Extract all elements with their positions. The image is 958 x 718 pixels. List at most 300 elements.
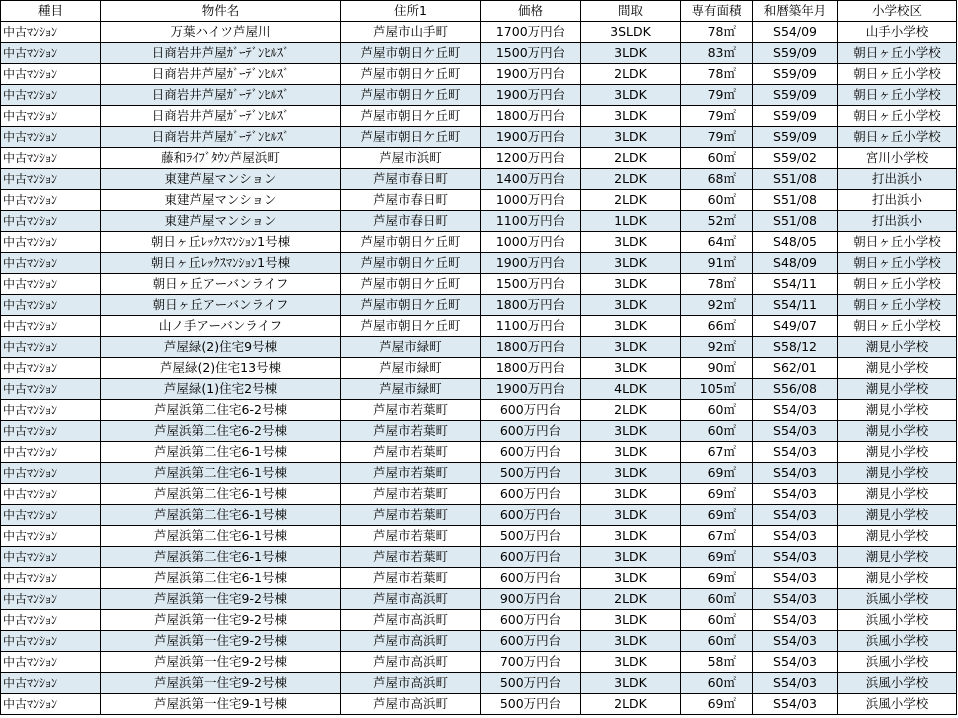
cell-address[interactable]: 芦屋市春日町 [341, 169, 481, 190]
cell-school[interactable]: 浜風小学校 [838, 694, 957, 715]
cell-area[interactable]: 60㎡ [681, 400, 753, 421]
cell-type[interactable]: 中古ﾏﾝｼｮﾝ [1, 484, 101, 505]
cell-price[interactable]: 1900万円台 [481, 253, 581, 274]
cell-built[interactable]: S59/09 [753, 64, 838, 85]
cell-address[interactable]: 芦屋市朝日ケ丘町 [341, 85, 481, 106]
table-row [1, 421, 957, 442]
table-row [1, 22, 957, 43]
cell-property-name[interactable]: 東建芦屋マンション [101, 211, 341, 232]
cell-address[interactable]: 芦屋市高浜町 [341, 589, 481, 610]
cell-built[interactable]: S54/09 [753, 22, 838, 43]
cell-property-name[interactable]: 芦屋浜第一住宅9-2号棟 [101, 589, 341, 610]
cell-school[interactable]: 潮見小学校 [838, 400, 957, 421]
cell-layout[interactable]: 3LDK [581, 673, 681, 694]
cell-address[interactable]: 芦屋市朝日ケ丘町 [341, 274, 481, 295]
table-row [1, 463, 957, 484]
cell-school[interactable]: 朝日ヶ丘小学校 [838, 43, 957, 64]
cell-address[interactable]: 芦屋市若葉町 [341, 547, 481, 568]
cell-layout[interactable]: 1LDK [581, 211, 681, 232]
cell-type[interactable]: 中古ﾏﾝｼｮﾝ [1, 463, 101, 484]
cell-address[interactable]: 芦屋市若葉町 [341, 484, 481, 505]
cell-price[interactable]: 500万円台 [481, 673, 581, 694]
cell-area[interactable]: 67㎡ [681, 442, 753, 463]
cell-price[interactable]: 1900万円台 [481, 64, 581, 85]
cell-layout[interactable]: 3LDK [581, 442, 681, 463]
table-row [1, 379, 957, 400]
cell-school[interactable]: 朝日ヶ丘小学校 [838, 85, 957, 106]
cell-built[interactable]: S54/03 [753, 694, 838, 715]
cell-layout[interactable]: 3LDK [581, 127, 681, 148]
cell-school[interactable]: 朝日ヶ丘小学校 [838, 106, 957, 127]
cell-area[interactable]: 78㎡ [681, 274, 753, 295]
cell-address[interactable]: 芦屋市朝日ケ丘町 [341, 43, 481, 64]
cell-built[interactable]: S54/03 [753, 400, 838, 421]
cell-layout[interactable]: 3LDK [581, 232, 681, 253]
header-built[interactable]: 和暦築年月 [753, 1, 838, 22]
cell-address[interactable]: 芦屋市高浜町 [341, 694, 481, 715]
cell-type[interactable]: 中古ﾏﾝｼｮﾝ [1, 295, 101, 316]
cell-built[interactable]: S59/09 [753, 127, 838, 148]
cell-built[interactable]: S54/03 [753, 610, 838, 631]
cell-price[interactable]: 700万円台 [481, 652, 581, 673]
cell-address[interactable]: 芦屋市若葉町 [341, 463, 481, 484]
cell-school[interactable]: 朝日ヶ丘小学校 [838, 316, 957, 337]
cell-area[interactable]: 52㎡ [681, 211, 753, 232]
cell-type[interactable]: 中古ﾏﾝｼｮﾝ [1, 526, 101, 547]
cell-school[interactable]: 潮見小学校 [838, 337, 957, 358]
cell-school[interactable]: 浜風小学校 [838, 610, 957, 631]
cell-area[interactable]: 68㎡ [681, 169, 753, 190]
cell-area[interactable]: 69㎡ [681, 505, 753, 526]
cell-layout[interactable]: 3LDK [581, 610, 681, 631]
cell-school[interactable]: 潮見小学校 [838, 421, 957, 442]
cell-built[interactable]: S54/03 [753, 484, 838, 505]
cell-property-name[interactable]: 芦屋浜第二住宅6-1号棟 [101, 463, 341, 484]
cell-address[interactable]: 芦屋市朝日ケ丘町 [341, 127, 481, 148]
cell-school[interactable]: 潮見小学校 [838, 379, 957, 400]
cell-type[interactable]: 中古ﾏﾝｼｮﾝ [1, 505, 101, 526]
cell-price[interactable]: 600万円台 [481, 547, 581, 568]
cell-type[interactable]: 中古ﾏﾝｼｮﾝ [1, 379, 101, 400]
cell-type[interactable]: 中古ﾏﾝｼｮﾝ [1, 610, 101, 631]
cell-area[interactable]: 60㎡ [681, 610, 753, 631]
cell-area[interactable]: 67㎡ [681, 526, 753, 547]
cell-property-name[interactable]: 朝日ヶ丘アーバンライフ [101, 274, 341, 295]
table-row [1, 148, 957, 169]
cell-built[interactable]: S48/05 [753, 232, 838, 253]
cell-layout[interactable]: 3LDK [581, 652, 681, 673]
cell-layout[interactable]: 3LDK [581, 631, 681, 652]
cell-built[interactable]: S59/02 [753, 148, 838, 169]
cell-layout[interactable]: 3LDK [581, 421, 681, 442]
cell-built[interactable]: S54/03 [753, 631, 838, 652]
cell-price[interactable]: 1900万円台 [481, 127, 581, 148]
cell-school[interactable]: 打出浜小 [838, 169, 957, 190]
cell-built[interactable]: S54/03 [753, 589, 838, 610]
cell-school[interactable]: 浜風小学校 [838, 589, 957, 610]
table-row [1, 526, 957, 547]
cell-school[interactable]: 朝日ヶ丘小学校 [838, 127, 957, 148]
cell-property-name[interactable]: 芦屋浜第二住宅6-1号棟 [101, 568, 341, 589]
cell-type[interactable]: 中古ﾏﾝｼｮﾝ [1, 631, 101, 652]
cell-type[interactable]: 中古ﾏﾝｼｮﾝ [1, 316, 101, 337]
cell-school[interactable]: 朝日ヶ丘小学校 [838, 64, 957, 85]
cell-price[interactable]: 1200万円台 [481, 148, 581, 169]
cell-built[interactable]: S54/03 [753, 673, 838, 694]
cell-type[interactable]: 中古ﾏﾝｼｮﾝ [1, 232, 101, 253]
cell-school[interactable]: 浜風小学校 [838, 631, 957, 652]
cell-type[interactable]: 中古ﾏﾝｼｮﾝ [1, 358, 101, 379]
cell-area[interactable]: 69㎡ [681, 547, 753, 568]
table-row [1, 190, 957, 211]
header-school[interactable]: 小学校区 [838, 1, 957, 22]
table-row [1, 547, 957, 568]
cell-layout[interactable]: 3LDK [581, 568, 681, 589]
cell-property-name[interactable]: 芦屋浜第一住宅9-2号棟 [101, 652, 341, 673]
cell-built[interactable]: S51/08 [753, 190, 838, 211]
table-row [1, 442, 957, 463]
cell-area[interactable]: 78㎡ [681, 64, 753, 85]
table-row [1, 274, 957, 295]
cell-layout[interactable]: 3LDK [581, 316, 681, 337]
table-row [1, 64, 957, 85]
cell-price[interactable]: 1400万円台 [481, 169, 581, 190]
cell-built[interactable]: S54/03 [753, 652, 838, 673]
cell-area[interactable]: 69㎡ [681, 484, 753, 505]
cell-property-name[interactable]: 芦屋浜第一住宅9-2号棟 [101, 631, 341, 652]
cell-layout[interactable]: 3LDK [581, 547, 681, 568]
cell-property-name[interactable]: 日商岩井芦屋ｶﾞｰﾃﾞﾝﾋﾙｽﾞ [101, 127, 341, 148]
cell-address[interactable]: 芦屋市高浜町 [341, 610, 481, 631]
cell-price[interactable]: 1900万円台 [481, 85, 581, 106]
cell-property-name[interactable]: 芦屋浜第二住宅6-1号棟 [101, 526, 341, 547]
cell-price[interactable]: 1800万円台 [481, 106, 581, 127]
cell-school[interactable]: 潮見小学校 [838, 505, 957, 526]
cell-property-name[interactable]: 芦屋浜第一住宅9-1号棟 [101, 694, 341, 715]
cell-layout[interactable]: 3LDK [581, 85, 681, 106]
cell-price[interactable]: 500万円台 [481, 526, 581, 547]
cell-layout[interactable]: 3SLDK [581, 22, 681, 43]
cell-type[interactable]: 中古ﾏﾝｼｮﾝ [1, 169, 101, 190]
cell-layout[interactable]: 2LDK [581, 400, 681, 421]
table-row [1, 610, 957, 631]
cell-layout[interactable]: 2LDK [581, 148, 681, 169]
cell-type[interactable]: 中古ﾏﾝｼｮﾝ [1, 274, 101, 295]
cell-area[interactable]: 66㎡ [681, 316, 753, 337]
cell-built[interactable]: S54/03 [753, 421, 838, 442]
table-row [1, 253, 957, 274]
cell-type[interactable]: 中古ﾏﾝｼｮﾝ [1, 337, 101, 358]
cell-school[interactable]: 打出浜小 [838, 190, 957, 211]
table-row [1, 43, 957, 64]
cell-school[interactable]: 宮川小学校 [838, 148, 957, 169]
cell-area[interactable]: 79㎡ [681, 85, 753, 106]
cell-type[interactable]: 中古ﾏﾝｼｮﾝ [1, 106, 101, 127]
cell-layout[interactable]: 3LDK [581, 463, 681, 484]
cell-property-name[interactable]: 芦屋浜第二住宅6-2号棟 [101, 400, 341, 421]
cell-layout[interactable]: 3LDK [581, 106, 681, 127]
table-row [1, 652, 957, 673]
table-row [1, 316, 957, 337]
header-area[interactable]: 専有面積 [681, 1, 753, 22]
table-row [1, 505, 957, 526]
cell-address[interactable]: 芦屋市浜町 [341, 148, 481, 169]
cell-address[interactable]: 芦屋市若葉町 [341, 568, 481, 589]
cell-price[interactable]: 1800万円台 [481, 295, 581, 316]
header-row [1, 1, 957, 22]
cell-address[interactable]: 芦屋市若葉町 [341, 400, 481, 421]
table-row [1, 568, 957, 589]
cell-price[interactable]: 1800万円台 [481, 358, 581, 379]
cell-school[interactable]: 朝日ヶ丘小学校 [838, 232, 957, 253]
cell-property-name[interactable]: 日商岩井芦屋ｶﾞｰﾃﾞﾝﾋﾙｽﾞ [101, 106, 341, 127]
cell-type[interactable]: 中古ﾏﾝｼｮﾝ [1, 694, 101, 715]
cell-property-name[interactable]: 芦屋緑(2)住宅13号棟 [101, 358, 341, 379]
cell-area[interactable]: 69㎡ [681, 463, 753, 484]
cell-built[interactable]: S56/08 [753, 379, 838, 400]
cell-school[interactable]: 朝日ヶ丘小学校 [838, 295, 957, 316]
cell-price[interactable]: 500万円台 [481, 463, 581, 484]
cell-type[interactable]: 中古ﾏﾝｼｮﾝ [1, 43, 101, 64]
cell-school[interactable]: 山手小学校 [838, 22, 957, 43]
cell-area[interactable]: 69㎡ [681, 568, 753, 589]
cell-built[interactable]: S54/03 [753, 505, 838, 526]
cell-area[interactable]: 91㎡ [681, 253, 753, 274]
table-row [1, 589, 957, 610]
cell-area[interactable]: 105㎡ [681, 379, 753, 400]
cell-type[interactable]: 中古ﾏﾝｼｮﾝ [1, 652, 101, 673]
cell-built[interactable]: S62/01 [753, 358, 838, 379]
cell-built[interactable]: S59/09 [753, 43, 838, 64]
cell-layout[interactable]: 2LDK [581, 169, 681, 190]
cell-layout[interactable]: 2LDK [581, 589, 681, 610]
cell-layout[interactable]: 2LDK [581, 694, 681, 715]
cell-layout[interactable]: 2LDK [581, 64, 681, 85]
cell-property-name[interactable]: 日商岩井芦屋ｶﾞｰﾃﾞﾝﾋﾙｽﾞ [101, 43, 341, 64]
table-row [1, 400, 957, 421]
cell-property-name[interactable]: 芦屋緑(1)住宅2号棟 [101, 379, 341, 400]
cell-built[interactable]: S49/07 [753, 316, 838, 337]
cell-area[interactable]: 60㎡ [681, 631, 753, 652]
cell-layout[interactable]: 3LDK [581, 295, 681, 316]
cell-address[interactable]: 芦屋市緑町 [341, 379, 481, 400]
cell-property-name[interactable]: 芦屋浜第二住宅6-1号棟 [101, 484, 341, 505]
cell-area[interactable]: 90㎡ [681, 358, 753, 379]
cell-layout[interactable]: 4LDK [581, 379, 681, 400]
cell-property-name[interactable]: 山ノ手アーバンライフ [101, 316, 341, 337]
cell-address[interactable]: 芦屋市高浜町 [341, 673, 481, 694]
cell-price[interactable]: 600万円台 [481, 610, 581, 631]
cell-address[interactable]: 芦屋市朝日ケ丘町 [341, 64, 481, 85]
header-address[interactable]: 住所1 [341, 1, 481, 22]
cell-layout[interactable]: 2LDK [581, 190, 681, 211]
cell-area[interactable]: 60㎡ [681, 148, 753, 169]
cell-school[interactable]: 潮見小学校 [838, 442, 957, 463]
cell-price[interactable]: 600万円台 [481, 442, 581, 463]
cell-type[interactable]: 中古ﾏﾝｼｮﾝ [1, 589, 101, 610]
cell-property-name[interactable]: 万葉ハイツ芦屋川 [101, 22, 341, 43]
cell-property-name[interactable]: 東建芦屋マンション [101, 190, 341, 211]
cell-area[interactable]: 79㎡ [681, 106, 753, 127]
cell-type[interactable]: 中古ﾏﾝｼｮﾝ [1, 673, 101, 694]
cell-address[interactable]: 芦屋市朝日ケ丘町 [341, 316, 481, 337]
cell-price[interactable]: 600万円台 [481, 631, 581, 652]
cell-built[interactable]: S48/09 [753, 253, 838, 274]
cell-school[interactable]: 潮見小学校 [838, 463, 957, 484]
cell-address[interactable]: 芦屋市緑町 [341, 358, 481, 379]
cell-property-name[interactable]: 日商岩井芦屋ｶﾞｰﾃﾞﾝﾋﾙｽﾞ [101, 85, 341, 106]
cell-layout[interactable]: 3LDK [581, 526, 681, 547]
cell-address[interactable]: 芦屋市朝日ケ丘町 [341, 106, 481, 127]
header-layout[interactable]: 間取 [581, 1, 681, 22]
cell-built[interactable]: S54/03 [753, 463, 838, 484]
cell-area[interactable]: 60㎡ [681, 589, 753, 610]
cell-price[interactable]: 600万円台 [481, 484, 581, 505]
cell-address[interactable]: 芦屋市高浜町 [341, 652, 481, 673]
cell-type[interactable]: 中古ﾏﾝｼｮﾝ [1, 421, 101, 442]
cell-type[interactable]: 中古ﾏﾝｼｮﾝ [1, 22, 101, 43]
table-row [1, 295, 957, 316]
cell-type[interactable]: 中古ﾏﾝｼｮﾝ [1, 85, 101, 106]
cell-built[interactable]: S58/12 [753, 337, 838, 358]
cell-layout[interactable]: 3LDK [581, 358, 681, 379]
cell-built[interactable]: S51/08 [753, 211, 838, 232]
header-price[interactable]: 価格 [481, 1, 581, 22]
cell-area[interactable]: 69㎡ [681, 694, 753, 715]
cell-built[interactable]: S59/09 [753, 85, 838, 106]
cell-built[interactable]: S54/11 [753, 274, 838, 295]
cell-type[interactable]: 中古ﾏﾝｼｮﾝ [1, 190, 101, 211]
cell-type[interactable]: 中古ﾏﾝｼｮﾝ [1, 127, 101, 148]
cell-built[interactable]: S54/03 [753, 547, 838, 568]
cell-type[interactable]: 中古ﾏﾝｼｮﾝ [1, 568, 101, 589]
cell-address[interactable]: 芦屋市緑町 [341, 337, 481, 358]
cell-price[interactable]: 1100万円台 [481, 316, 581, 337]
table-row [1, 673, 957, 694]
cell-price[interactable]: 500万円台 [481, 694, 581, 715]
cell-school[interactable]: 潮見小学校 [838, 358, 957, 379]
cell-property-name[interactable]: 藤和ﾗｲﾌﾞﾀｳﾝ芦屋浜町 [101, 148, 341, 169]
cell-school[interactable]: 浜風小学校 [838, 673, 957, 694]
cell-price[interactable]: 1500万円台 [481, 274, 581, 295]
header-type[interactable]: 種目 [1, 1, 101, 22]
cell-price[interactable]: 1700万円台 [481, 22, 581, 43]
cell-address[interactable]: 芦屋市山手町 [341, 22, 481, 43]
cell-school[interactable]: 朝日ヶ丘小学校 [838, 274, 957, 295]
cell-property-name[interactable]: 朝日ヶ丘アーバンライフ [101, 295, 341, 316]
cell-school[interactable]: 潮見小学校 [838, 547, 957, 568]
cell-price[interactable]: 600万円台 [481, 400, 581, 421]
cell-address[interactable]: 芦屋市若葉町 [341, 442, 481, 463]
table-row [1, 232, 957, 253]
cell-school[interactable]: 朝日ヶ丘小学校 [838, 253, 957, 274]
cell-price[interactable]: 600万円台 [481, 568, 581, 589]
cell-price[interactable]: 1800万円台 [481, 337, 581, 358]
cell-property-name[interactable]: 日商岩井芦屋ｶﾞｰﾃﾞﾝﾋﾙｽﾞ [101, 64, 341, 85]
cell-area[interactable]: 60㎡ [681, 421, 753, 442]
cell-built[interactable]: S54/11 [753, 295, 838, 316]
cell-price[interactable]: 1000万円台 [481, 190, 581, 211]
cell-property-name[interactable]: 東建芦屋マンション [101, 169, 341, 190]
cell-area[interactable]: 92㎡ [681, 295, 753, 316]
cell-built[interactable]: S51/08 [753, 169, 838, 190]
cell-type[interactable]: 中古ﾏﾝｼｮﾝ [1, 148, 101, 169]
cell-built[interactable]: S54/03 [753, 442, 838, 463]
cell-address[interactable]: 芦屋市若葉町 [341, 505, 481, 526]
cell-school[interactable]: 浜風小学校 [838, 652, 957, 673]
cell-price[interactable]: 900万円台 [481, 589, 581, 610]
table-row [1, 484, 957, 505]
cell-built[interactable]: S54/03 [753, 568, 838, 589]
cell-area[interactable]: 78㎡ [681, 22, 753, 43]
cell-price[interactable]: 1500万円台 [481, 43, 581, 64]
cell-address[interactable]: 芦屋市朝日ケ丘町 [341, 253, 481, 274]
cell-layout[interactable]: 3LDK [581, 253, 681, 274]
cell-type[interactable]: 中古ﾏﾝｼｮﾝ [1, 253, 101, 274]
cell-price[interactable]: 600万円台 [481, 421, 581, 442]
cell-school[interactable]: 潮見小学校 [838, 568, 957, 589]
cell-area[interactable]: 83㎡ [681, 43, 753, 64]
cell-address[interactable]: 芦屋市朝日ケ丘町 [341, 295, 481, 316]
cell-price[interactable]: 1900万円台 [481, 379, 581, 400]
cell-layout[interactable]: 3LDK [581, 505, 681, 526]
cell-property-name[interactable]: 芦屋緑(2)住宅9号棟 [101, 337, 341, 358]
cell-type[interactable]: 中古ﾏﾝｼｮﾝ [1, 400, 101, 421]
cell-price[interactable]: 600万円台 [481, 505, 581, 526]
table-row [1, 337, 957, 358]
cell-area[interactable]: 58㎡ [681, 652, 753, 673]
cell-price[interactable]: 1000万円台 [481, 232, 581, 253]
cell-type[interactable]: 中古ﾏﾝｼｮﾝ [1, 211, 101, 232]
cell-type[interactable]: 中古ﾏﾝｼｮﾝ [1, 442, 101, 463]
header-name[interactable]: 物件名 [101, 1, 341, 22]
cell-property-name[interactable]: 芦屋浜第二住宅6-1号棟 [101, 505, 341, 526]
cell-property-name[interactable]: 芦屋浜第一住宅9-2号棟 [101, 673, 341, 694]
cell-type[interactable]: 中古ﾏﾝｼｮﾝ [1, 64, 101, 85]
cell-layout[interactable]: 3LDK [581, 337, 681, 358]
cell-area[interactable]: 92㎡ [681, 337, 753, 358]
cell-school[interactable]: 打出浜小 [838, 211, 957, 232]
cell-address[interactable]: 芦屋市春日町 [341, 190, 481, 211]
cell-address[interactable]: 芦屋市若葉町 [341, 526, 481, 547]
cell-area[interactable]: 64㎡ [681, 232, 753, 253]
cell-property-name[interactable]: 芦屋浜第二住宅6-1号棟 [101, 442, 341, 463]
cell-layout[interactable]: 3LDK [581, 484, 681, 505]
cell-price[interactable]: 1100万円台 [481, 211, 581, 232]
table-row [1, 358, 957, 379]
cell-area[interactable]: 60㎡ [681, 673, 753, 694]
cell-address[interactable]: 芦屋市若葉町 [341, 421, 481, 442]
cell-type[interactable]: 中古ﾏﾝｼｮﾝ [1, 547, 101, 568]
cell-address[interactable]: 芦屋市朝日ケ丘町 [341, 232, 481, 253]
cell-address[interactable]: 芦屋市春日町 [341, 211, 481, 232]
cell-school[interactable]: 潮見小学校 [838, 526, 957, 547]
cell-built[interactable]: S54/03 [753, 526, 838, 547]
cell-area[interactable]: 79㎡ [681, 127, 753, 148]
cell-built[interactable]: S59/09 [753, 106, 838, 127]
cell-layout[interactable]: 3LDK [581, 274, 681, 295]
cell-property-name[interactable]: 朝日ヶ丘ﾚｯｸｽﾏﾝｼｮﾝ1号棟 [101, 253, 341, 274]
cell-layout[interactable]: 3LDK [581, 43, 681, 64]
cell-property-name[interactable]: 朝日ヶ丘ﾚｯｸｽﾏﾝｼｮﾝ1号棟 [101, 232, 341, 253]
cell-property-name[interactable]: 芦屋浜第二住宅6-2号棟 [101, 421, 341, 442]
cell-school[interactable]: 潮見小学校 [838, 484, 957, 505]
cell-area[interactable]: 60㎡ [681, 190, 753, 211]
cell-property-name[interactable]: 芦屋浜第一住宅9-2号棟 [101, 610, 341, 631]
cell-address[interactable]: 芦屋市高浜町 [341, 631, 481, 652]
cell-property-name[interactable]: 芦屋浜第二住宅6-1号棟 [101, 547, 341, 568]
table-row [1, 169, 957, 190]
